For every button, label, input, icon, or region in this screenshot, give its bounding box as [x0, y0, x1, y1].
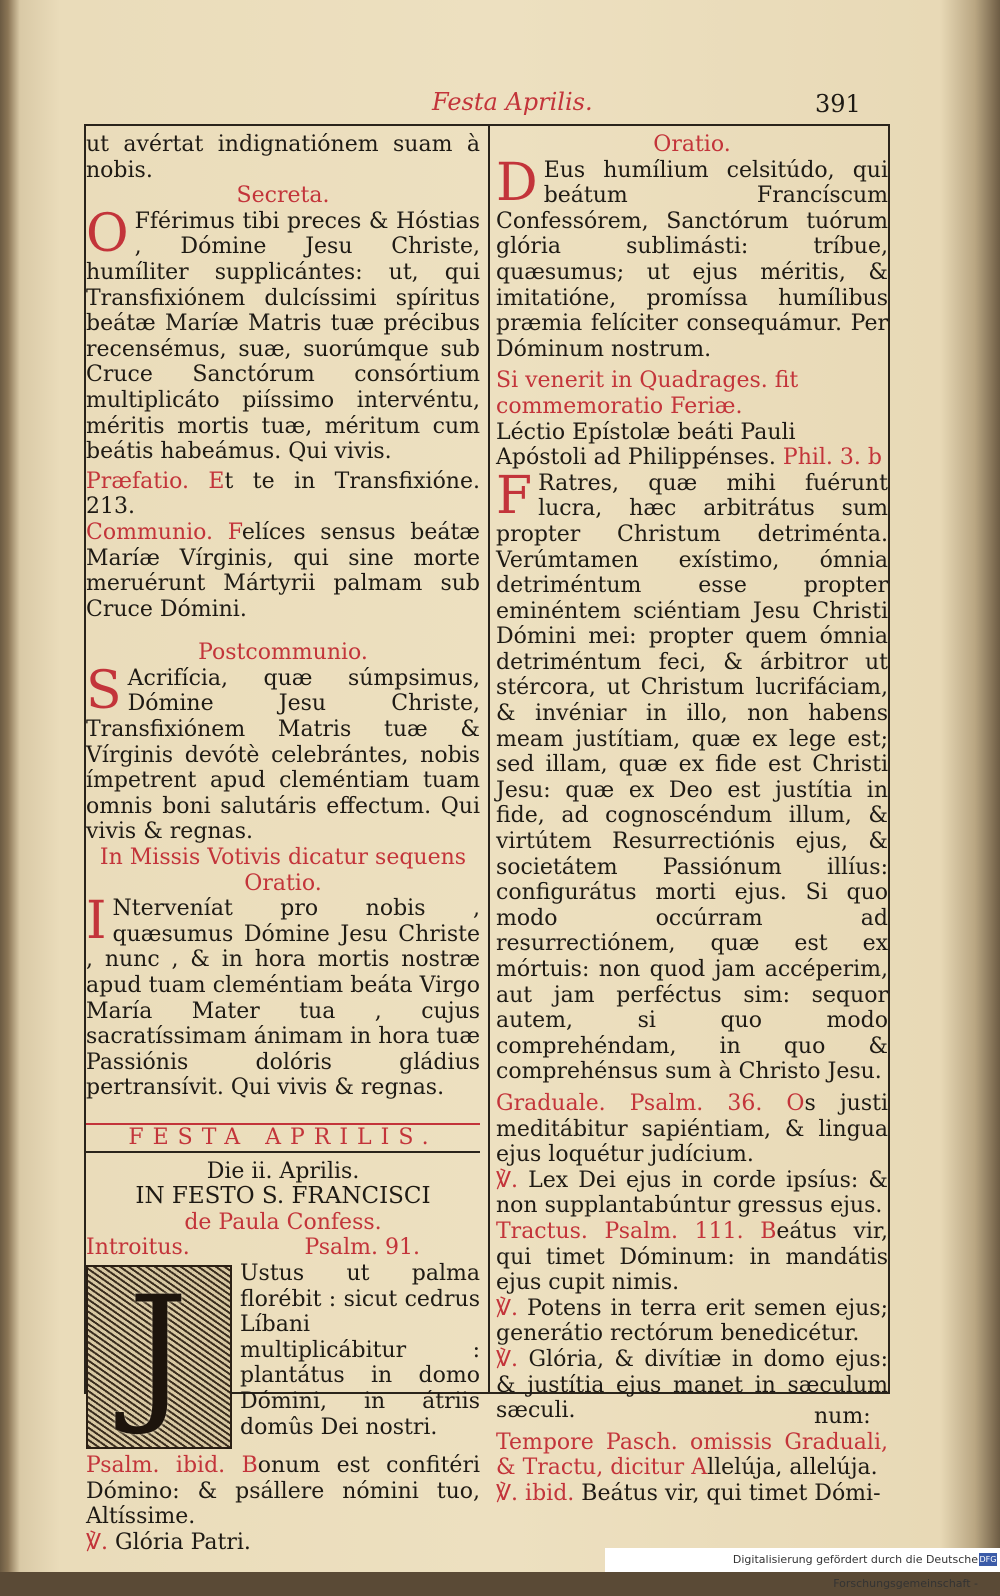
digitization-footer	[605, 1548, 1000, 1590]
lectio-title: Léctio Epístolæ beáti Pauli Apóstoli ad Philippénses.	[496, 419, 796, 471]
oratio-paragraph	[86, 891, 480, 1101]
introitus-reference: Psalm. 91.	[304, 1235, 420, 1261]
gloria-line	[86, 1530, 480, 1556]
graduale-text: s justi meditábitur sapiéntiam, & lingua ejus loquétur judícium.	[496, 1090, 888, 1168]
versicle-text: Lex Dei ejus in corde ipsíus: & non supplantabúntur gressus ejus.	[496, 1167, 888, 1219]
tractus-text: eátus vir, qui timet Dóminum: in mandátis ejus cupit nimis.	[496, 1218, 888, 1296]
postcommunio-paragraph	[86, 660, 480, 845]
introitus-heading	[86, 1235, 480, 1261]
lectio-reference: Phil. 3. b	[782, 445, 882, 471]
psalm-label: Psalm. ibid. B	[86, 1452, 258, 1478]
tempore-rubric: Tempore Pasch. omissis Graduali, & Tractu, dicitur A	[496, 1429, 888, 1481]
running-head: Festa Aprilis.	[432, 88, 593, 116]
woodcut-initial-image	[86, 1265, 232, 1449]
psalm-line	[86, 1449, 480, 1530]
tractus-label: Tractus. Psalm. 111. B	[496, 1218, 777, 1244]
section-rule	[86, 1151, 480, 1153]
psalm-text: onum est confitéri Dómino: & psállere nómini tuo, Altíssime.	[86, 1452, 480, 1530]
versicle-text: Glória, & divítiæ in domo ejus: & justítia ejus manet in sæculum sæculi.	[496, 1346, 889, 1424]
woodcut-letter: J	[128, 1264, 189, 1439]
introitus-text: Ustus ut palma florébit : sicut cedrus Líbani multiplicábitur : plantátus in domo Dómini, in átriis domûs Dei nostri.	[240, 1260, 480, 1440]
quadrages-rubric: Si venerit in Quadrages. fit commemoratio Feriæ.	[496, 368, 799, 419]
lectio-heading	[496, 420, 888, 471]
page-number: 391	[815, 90, 861, 118]
versicle-paragraph	[496, 1168, 888, 1219]
dfg-logo-icon: DFG	[979, 1555, 997, 1564]
versicle-label: ℣. ibid.	[496, 1480, 575, 1506]
oratio-heading: Oratio.	[244, 870, 322, 896]
feast-subtitle: de Paula Confess.	[184, 1209, 382, 1235]
drop-cap: D	[496, 152, 538, 213]
graduale-paragraph	[496, 1091, 888, 1168]
tempore-paragraph	[496, 1430, 888, 1481]
praefatio-line	[86, 469, 480, 520]
oratio-text: Eus humílium celsitúdo, qui beátum Francíscum Confessórem, Sanctórum tuórum glória sublimásti: tríbue, quæsumus; ut ejus méritis, & imitatióne, promíssa humílibus præmia felíciter consequámur. Per Dóminum nostrum.	[496, 157, 888, 362]
versicle-text: Beátus vir, qui timet Dómi-	[581, 1480, 881, 1506]
left-column	[86, 132, 480, 1555]
graduale-label: Graduale. Psalm. 36. O	[496, 1090, 805, 1116]
oratio-text: Nterveníat pro nobis , quæsumus Dómine Jesu Christe , nunc , & in hora mortis nostræ apud tuam cleméntiam beáta Virgo María Mater tua , cujus sacratíssimam ánimam in hora tuæ Passiónis dolóris gládius pertransívit. Qui vivis & regnas.	[86, 896, 480, 1101]
versicle-paragraph	[496, 1296, 888, 1347]
communio-paragraph	[86, 520, 480, 622]
versicle-symbol: ℣.	[86, 1529, 109, 1555]
left-opening-text: ut avértat indignatiónem suam à nobis.	[86, 132, 480, 183]
secreta-paragraph	[86, 203, 480, 465]
right-column	[496, 132, 888, 1506]
column-divider	[488, 124, 490, 1392]
drop-cap: I	[86, 891, 107, 952]
postcommunio-heading: Postcommunio.	[198, 640, 368, 666]
feast-title: IN FESTO S. FRANCISCI	[135, 1183, 431, 1210]
versicle-text: Potens in terra erit semen ejus; generátio rectórum benedicétur.	[496, 1295, 888, 1347]
lectio-text: Ratres, quæ mihi fuérunt lucra, hæc arbitrátus sum propter Christum detriménta. Verúmtamen exístimo, ómnia detriméntum esse propter eminéntem sciéntiam Jesu Christi Dómini mei: propter quem ómnia detriméntum feci, & árbitror ut stércora, ut Christum lucrifáciam, & invéniar in illo, non habens meam justítiam, quæ ex lege est; sed illam, quæ ex fide est Christi Jesu: quæ ex Deo est justítia in fide, ad cognoscéndum illum, & virtútem Resurrectiónis ejus, & societátem Passiónum illíus: configurátus morti ejus. Si quo modo occúrram ad resurrectiónem, quæ est ex mórtuis: non quod jam accéperim, aut jam perféctus sim: sequor autem, si quo modo comprehéndam, in quo & comprehénsus sum à Christo Jesu.	[496, 470, 888, 1085]
introitus-paragraph	[86, 1261, 480, 1440]
feast-date: Die ii. Aprilis.	[206, 1158, 360, 1184]
versicle-paragraph	[496, 1481, 888, 1507]
postcommunio-text: Acrifícia, quæ súmpsimus, Dómine Jesu Christe, Transfixiónem Matris tuæ & Vírginis devótè celebrántes, nobis ímpetrent apud cleméntiam tuam omnis boni salutáris effectum. Qui vivis & regnas.	[86, 665, 480, 845]
header-rule	[84, 124, 890, 126]
lectio-paragraph	[496, 465, 888, 1085]
secreta-text: Fférimus tibi preces & Hóstias , Dómine Jesu Christe, humíliter supplicántes: ut, qui Transfixiónem dulcíssimi spíritus beátæ Maríæ Matris tuæ précibus recensémus, suæ, suorúmque sub Cruce Sanctórum consórtium multiplicáto piíssimo intervéntu, méritis mortis tuæ, méritum cum beátis habeámus. Qui vivis.	[86, 208, 480, 465]
praefatio-text: t te in Transfixióne. 213.	[86, 468, 480, 520]
versicle-symbol: ℣.	[496, 1295, 519, 1321]
versicle-symbol: ℣.	[496, 1167, 519, 1193]
secreta-heading: Secreta.	[236, 183, 330, 209]
section-title: FESTA APRILIS.	[128, 1124, 438, 1150]
tempore-text: llelúja, allelúja.	[707, 1455, 878, 1481]
drop-cap: F	[496, 465, 533, 526]
communio-text: elíces sensus beátæ Maríæ Vírginis, qui sine morte meruérunt Mártyrii palmam sub Cruce Dómini.	[86, 519, 480, 622]
oratio-paragraph	[496, 152, 888, 363]
praefatio-label: Præfatio. E	[86, 468, 225, 494]
catchword: num:	[814, 1404, 871, 1429]
right-frame-rule	[888, 124, 890, 1392]
communio-label: Communio. F	[86, 519, 242, 545]
footer-text: Digitalisierung gefördert durch die Deutsche Forschungsgemeinschaft -	[732, 1553, 978, 1590]
versicle-symbol: ℣.	[496, 1346, 519, 1372]
drop-cap: S	[86, 660, 122, 721]
gloria-text: Glória Patri.	[115, 1529, 251, 1555]
tractus-paragraph	[496, 1219, 888, 1296]
introitus-label: Introitus.	[86, 1235, 190, 1261]
votivis-heading: In Missis Votivis dicatur sequens	[99, 845, 467, 871]
oratio-heading: Oratio.	[653, 132, 731, 157]
drop-cap: O	[86, 203, 129, 264]
